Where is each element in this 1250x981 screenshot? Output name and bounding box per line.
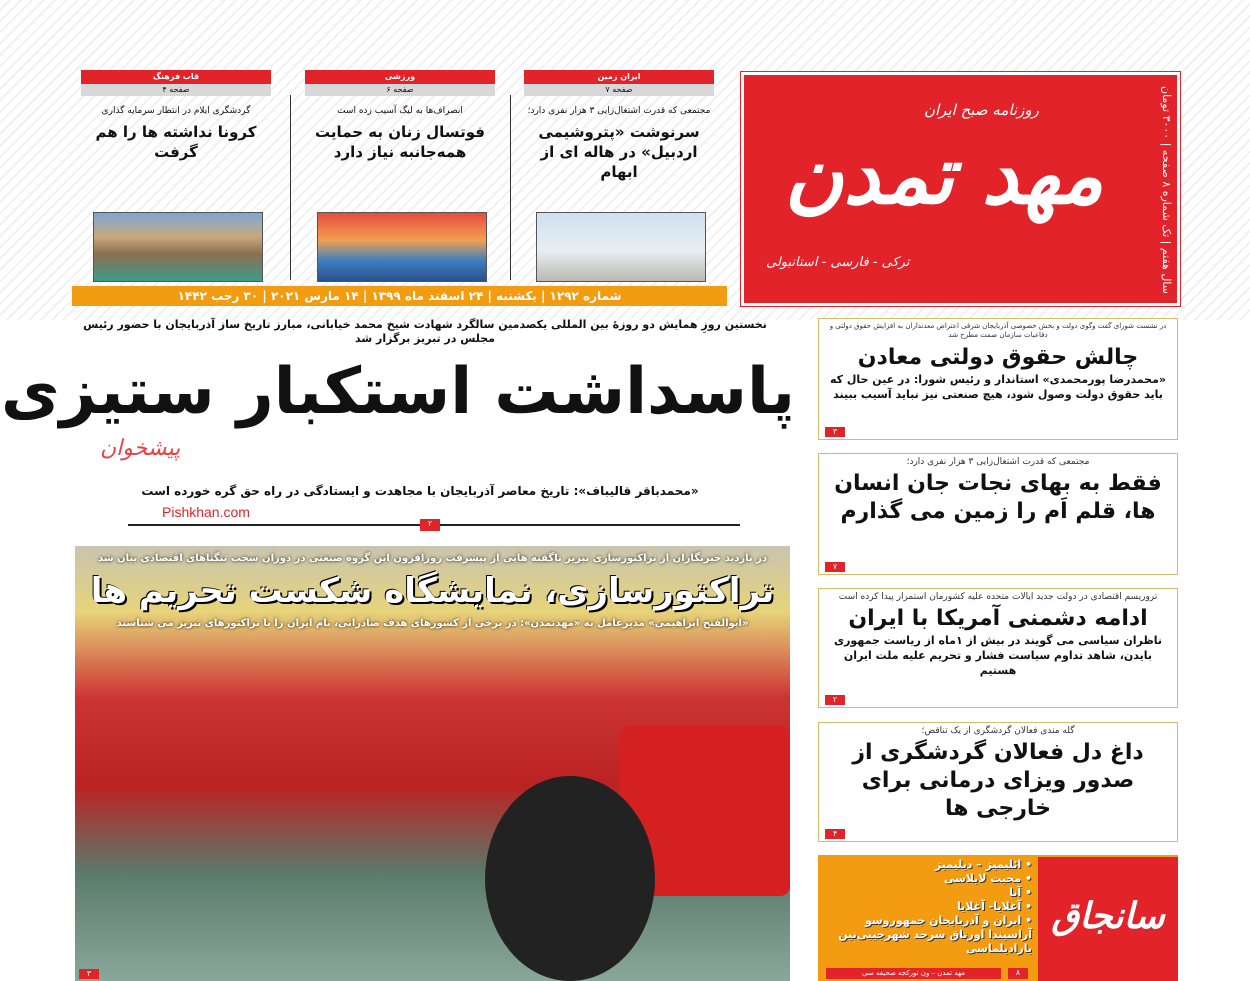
sanjaq-item: • ائلیمیز – دیلیمیز (934, 858, 1032, 871)
issue-date-bar: شماره ۱۲۹۲ | یکشنبه | ۲۴ اسفند ماه ۱۳۹۹ | ۱۴ مارس ۲۰۲۱ | ۳۰ رجب ۱۴۴۲ (72, 286, 727, 306)
box-headline: فقط به بهای نجات جان انسان ها، قلم اَم را زمین می گذارم (834, 471, 1162, 524)
teaser-page: صفحه ۶ (305, 84, 495, 96)
sanjaq-logo: سانجاق (1038, 857, 1178, 981)
box-headline: ادامه دشمنی آمریکا با ایران (848, 606, 1148, 631)
column-divider (510, 95, 511, 280)
photo-story-sub: «ابوالفتح ابراهیمی» مدیرعامل به «مهدتمدن»: در برخی از کشورهای هدف صادراتی، نام ایران را با تراکتورهای تبریز می شناسند (116, 618, 749, 629)
teaser-photo-landscape (93, 212, 263, 282)
teaser-1[interactable] (524, 70, 714, 282)
column-divider (290, 95, 291, 280)
box-page-number: ۲ (825, 695, 845, 705)
teaser-3[interactable] (81, 70, 271, 282)
teaser-2[interactable] (305, 70, 495, 282)
masthead-tagline: روزنامه صبح ایران (924, 101, 1039, 119)
sanjaq-supplement[interactable] (818, 855, 1178, 981)
sanjaq-item: • محبت لایلاسی (943, 872, 1032, 885)
teaser-section: ایران زمین (524, 70, 714, 84)
news-box-2[interactable] (818, 453, 1178, 575)
teaser-headline: سرنوشت «پتروشیمی اردبیل» در هاله ای از ابهام (538, 123, 700, 181)
lead-quote: «محمدباقر قالیباف»: تاریخ معاصر آذربایجان با مجاهدت و ایستادگی در راه حق گره خورده است (141, 484, 699, 498)
teaser-section: قاب فرهنگ (81, 70, 271, 84)
box-page-number: ۳ (825, 427, 845, 437)
lead-page-number: ۲ (420, 519, 440, 531)
sanjaq-page-number: ۸ (1008, 968, 1028, 979)
teaser-kicker: انصراف‌ها به لیگ آسیب زده است (337, 106, 463, 116)
teaser-page: صفحه ۴ (81, 84, 271, 96)
teaser-kicker: گردشگری ایلام در انتظار سرمایه گذاری (101, 106, 251, 116)
box-kicker: مجتمعی که قدرت اشتغال‌زایی ۳ هزار نفری دارد؛ (906, 457, 1090, 467)
masthead-issue-info: سال هفتم | تک شماره ۸ صفحه | ۳۰۰۰ تومان (1160, 86, 1173, 294)
photo-story-headline: تراکتورسازی، نمایشگاه شکست تحریم ها (90, 571, 775, 611)
teaser-headline: کرونا نداشته ها را هم گرفت (95, 123, 257, 161)
photo-tractor-factory[interactable] (75, 546, 790, 981)
teaser-section: ورزشی (305, 70, 495, 84)
watermark-url: Pishkhan.com (162, 504, 250, 520)
box-sub: ناظران سیاسی می گویند در بیش از ۱ماه از ریاست جمهوری بایدن، شاهد تداوم سیاست فشار و تحریم علیه ملت ایران هستیم (834, 634, 1162, 677)
masthead-languages: ترکی - فارسی - استانبولی (766, 255, 910, 270)
sanjaq-item: • ایران و آذربایجان جمهوروسو آراسیندا اورتاق سرحد شهرجیبی‌نین یارادیلماسی (838, 914, 1032, 955)
photo-story-page-number: ۳ (79, 969, 99, 979)
photo-story-kicker: در بازدید خبرنگاران از تراکتورسازی تبریز ناگفته هایی از پیشرفت روزافزون این گروه صنعتی در دوران سخت تنگناهای اقتصادی بیان شد (97, 553, 768, 564)
photo-story-text (90, 552, 775, 630)
sanjaq-item: • آنا (1009, 886, 1032, 899)
sanjaq-item: • آغلایا- آغلایا (956, 900, 1032, 913)
teaser-page: صفحه ۷ (524, 84, 714, 96)
lead-headline[interactable]: پاسداشت استکبار ستیزی (0, 355, 795, 429)
watermark-logo: پیشخوان (100, 436, 181, 461)
box-kicker: گله مندی فعالان گردشگری از یک تناقض؛ (921, 726, 1075, 736)
news-box-3[interactable] (818, 588, 1178, 708)
teaser-headline: فوتسال زنان به حمایت همه‌جانبه نیاز دارد (315, 123, 485, 161)
box-headline: چالش حقوق دولتی معادن (857, 345, 1139, 370)
teaser-photo-petrochemical (536, 212, 706, 282)
news-box-4[interactable] (818, 722, 1178, 842)
masthead (741, 72, 1180, 306)
news-box-1[interactable] (818, 318, 1178, 440)
box-kicker: تروریسم اقتصادی در دولت جدید ایالات متحده علیه کشورمان استمرار پیدا کرده است (838, 592, 1158, 602)
box-sub: «محمدرضا پورمحمدی» استاندار و رئیس شورا: در عین حال که باید حقوق دولت وصول شود، هیچ صنعتی نیز نباید آسیب ببیند (829, 373, 1167, 401)
tractor-tire (485, 776, 655, 981)
teaser-kicker: مجتمعی که قدرت اشتغال‌زایی ۳ هزار نفری دارد؛ (527, 106, 711, 116)
box-page-number: ۷ (825, 562, 845, 572)
box-kicker: در نشست شورای گفت وگوی دولت و بخش خصوصی آذربایجان شرقی اعتراض معدنداران به افزایش حقوق دولتی و دفاعیات سازمان صمت مطرح شد (829, 322, 1167, 339)
lead-kicker: نخستین روزِ همایش دو روزهٔ بین المللی یکصدمین سالگرد شهادت شیخ محمد خیابانی، مبارز تاریخ ساز آذربایجان با حضور رئیس مجلس در تبریز برگزار شد (83, 318, 767, 345)
masthead-logo: مهد تمدن (784, 128, 1104, 222)
teaser-photo-futsal (317, 212, 487, 282)
sanjaq-list (822, 858, 1032, 956)
box-headline: داغ دل فعالان گردشگری از صدور ویزای درمانی برای خارجی ها (852, 740, 1144, 821)
sanjaq-footer: مهد تمدن – ون تورکجه صحیفه سی (826, 968, 1001, 979)
box-page-number: ۴ (825, 829, 845, 839)
